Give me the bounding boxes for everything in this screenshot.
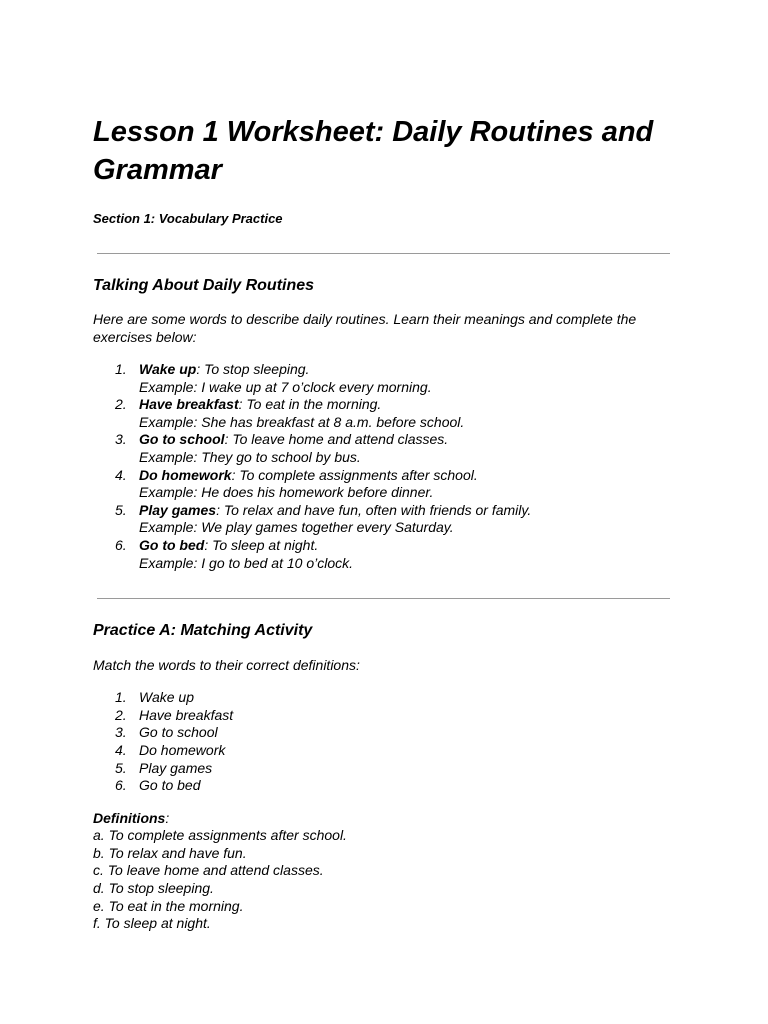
list-item — [93, 431, 673, 466]
definition-item: b. To relax and have fun. — [93, 844, 247, 861]
worksheet-page — [93, 113, 673, 933]
vocab-term: Wake up — [139, 361, 197, 377]
definitions-colon: : — [165, 809, 170, 826]
list-number: 1. — [115, 689, 127, 706]
list-item — [93, 537, 673, 572]
routines-intro: Here are some words to describe daily routines. Learn their meanings and complete the exercises below: — [93, 311, 637, 345]
vocab-term: Play games — [139, 501, 217, 518]
vocab-definition: : To sleep at night. — [204, 536, 319, 553]
vocab-example: Example: She has breakfast at 8 a.m. before school. — [139, 413, 465, 430]
vocab-definition: : To eat in the morning. — [238, 396, 382, 413]
list-number: 5. — [115, 759, 127, 776]
matching-term: Have breakfast — [139, 706, 234, 723]
divider — [97, 598, 670, 599]
list-item — [93, 689, 673, 707]
list-item — [93, 760, 673, 778]
list-number: 1. — [115, 361, 127, 377]
list-item — [93, 396, 673, 431]
vocab-example: Example: We play games together every Saturday. — [139, 519, 454, 536]
vocab-definition: : To stop sleeping. — [196, 361, 310, 377]
list-number: 4. — [115, 466, 127, 483]
divider — [97, 253, 670, 254]
list-item — [93, 502, 673, 537]
list-item — [93, 742, 673, 760]
vocab-example: Example: They go to school by bus. — [139, 448, 361, 465]
list-item — [93, 467, 673, 502]
vocab-definition: : To relax and have fun, often with friends or family. — [216, 501, 532, 518]
list-number: 3. — [115, 431, 127, 448]
matching-term: Go to school — [139, 724, 218, 741]
matching-term: Go to bed — [139, 777, 201, 794]
definitions-block — [93, 810, 673, 933]
matching-term: Do homework — [139, 741, 226, 758]
list-item — [93, 724, 673, 742]
vocab-definition: : To leave home and attend classes. — [224, 431, 449, 448]
list-number: 4. — [115, 741, 127, 758]
list-number: 2. — [115, 706, 127, 723]
vocab-example: Example: I wake up at 7 o’clock every morning. — [139, 378, 432, 395]
definition-item: a. To complete assignments after school. — [93, 827, 347, 844]
list-number: 6. — [115, 777, 127, 794]
vocab-term: Do homework — [139, 466, 232, 483]
vocab-definition: : To complete assignments after school. — [231, 466, 478, 483]
list-item — [93, 707, 673, 725]
vocab-term: Go to bed — [139, 536, 205, 553]
list-number: 2. — [115, 396, 127, 413]
vocab-term: Have breakfast — [139, 396, 239, 413]
definition-item: c. To leave home and attend classes. — [93, 862, 324, 879]
definitions-label-text: Definitions — [93, 809, 166, 826]
practice-a-heading: Practice A: Matching Activity — [93, 622, 313, 640]
matching-term: Play games — [139, 759, 213, 776]
vocab-example: Example: I go to bed at 10 o’clock. — [139, 554, 354, 571]
list-number: 5. — [115, 501, 127, 518]
matching-list — [93, 689, 673, 795]
list-number: 3. — [115, 724, 127, 741]
vocab-term: Go to school — [139, 431, 225, 448]
definition-item: e. To eat in the morning. — [93, 897, 244, 914]
definition-item: d. To stop sleeping. — [93, 880, 214, 897]
matching-term: Wake up — [139, 689, 194, 706]
section-label: Section 1: Vocabulary Practice — [93, 211, 283, 226]
routines-list — [93, 361, 673, 572]
list-item — [93, 777, 673, 795]
routines-heading: Talking About Daily Routines — [93, 277, 315, 294]
definition-item: f. To sleep at night. — [93, 915, 211, 932]
page-title: Lesson 1 Worksheet: Daily Routines and Grammar — [93, 116, 654, 186]
list-item — [93, 361, 673, 396]
definitions-label — [93, 810, 673, 828]
list-number: 6. — [115, 536, 127, 553]
practice-a-intro: Match the words to their correct definitions: — [93, 657, 360, 674]
vocab-example: Example: He does his homework before dinner. — [139, 484, 434, 501]
